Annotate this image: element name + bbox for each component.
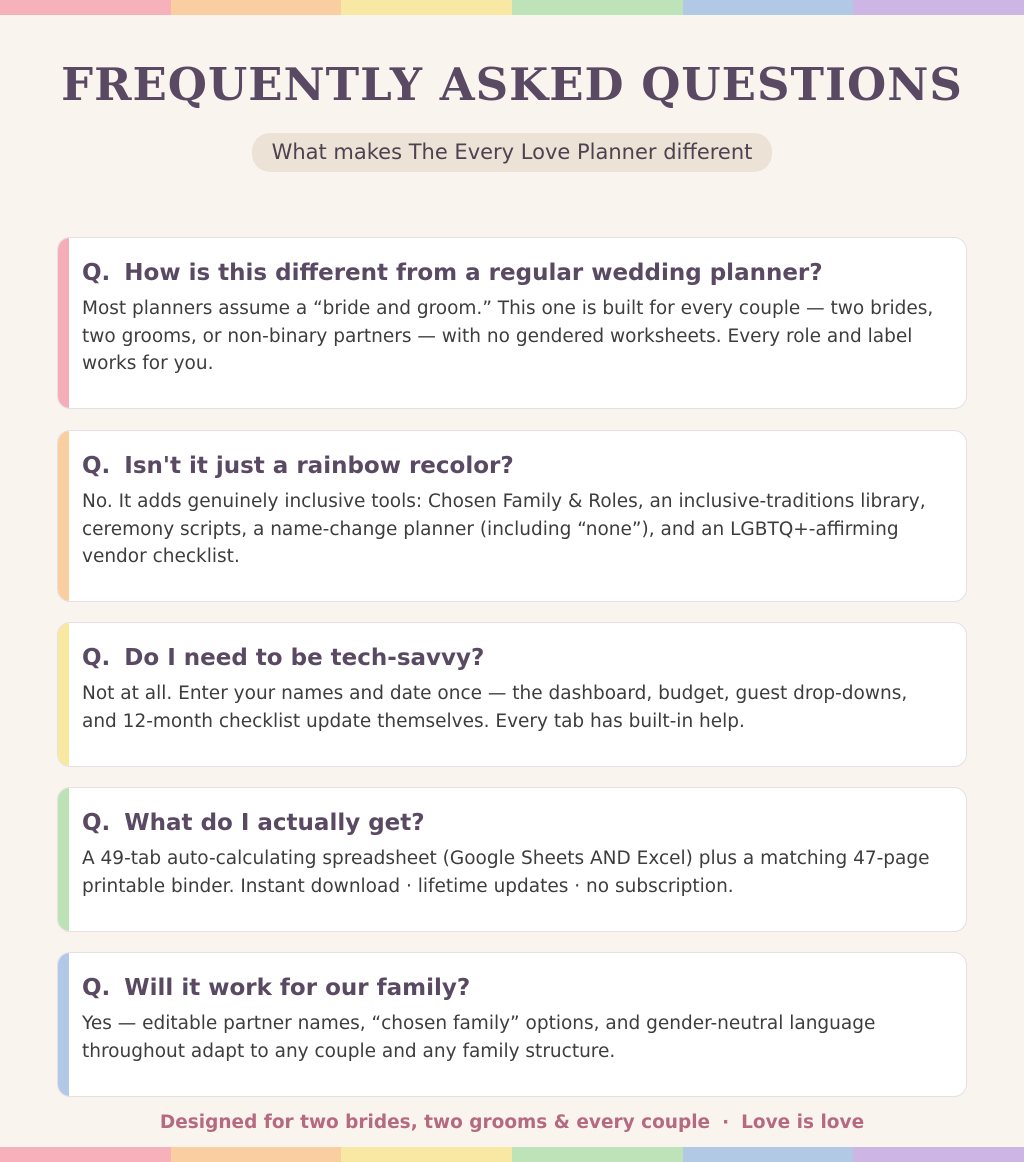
footer-tagline <box>0 1112 1024 1133</box>
question-text: Will it work for our family? <box>124 975 471 1001</box>
faq-accent-bar <box>58 788 69 931</box>
faq-question <box>82 451 936 481</box>
faq-card <box>57 237 967 409</box>
stripe-green <box>512 1147 683 1162</box>
question-prefix: Q. <box>82 260 111 286</box>
stripe-green <box>512 0 683 15</box>
question-text: Do I need to be tech-savvy? <box>124 645 485 671</box>
footer-separator: · <box>722 1112 730 1133</box>
stripe-peach <box>171 0 342 15</box>
faq-answer: Not at all. Enter your names and date once — the dashboard, budget, guest drop-downs, and 12-month checklist update themselves. Every tab has built-in help. <box>82 683 908 732</box>
stripe-purple <box>853 1147 1024 1162</box>
rainbow-stripe-top <box>0 0 1024 15</box>
question-text: Isn't it just a rainbow recolor? <box>124 453 514 479</box>
question-prefix: Q. <box>82 645 111 671</box>
faq-card <box>57 430 967 602</box>
stripe-yellow <box>341 0 512 15</box>
footer-left-text: Designed for two brides, two grooms & every couple <box>159 1112 711 1133</box>
question-prefix: Q. <box>82 975 111 1001</box>
stripe-pink <box>0 0 171 15</box>
stripe-peach <box>171 1147 342 1162</box>
stripe-yellow <box>341 1147 512 1162</box>
stripe-blue <box>683 1147 854 1162</box>
faq-card <box>57 952 967 1097</box>
faq-accent-bar <box>58 431 69 601</box>
rainbow-stripe-bottom <box>0 1147 1024 1162</box>
faq-card <box>57 622 967 767</box>
faq-accent-bar <box>58 238 69 408</box>
faq-answer: Most planners assume a “bride and groom.” This one is built for every couple — two brides, two grooms, or non-binary partners — with no gendered worksheets. Every role and label works for you. <box>82 298 934 374</box>
faq-accent-bar <box>58 623 69 766</box>
faq-accent-bar <box>58 953 69 1096</box>
faq-answer: A 49-tab auto-calculating spreadsheet (Google Sheets AND Excel) plus a matching 47-page printable binder. Instant download · lifetime updates · no subscription. <box>82 848 930 897</box>
faq-question <box>82 643 936 673</box>
page-title: FREQUENTLY ASKED QUESTIONS <box>61 58 963 111</box>
faq-answer: Yes — editable partner names, “chosen family” options, and gender-neutral language throughout adapt to any couple and any family structure. <box>82 1013 876 1062</box>
stripe-blue <box>683 0 854 15</box>
subtitle-pill: What makes The Every Love Planner different <box>252 133 773 172</box>
stripe-pink <box>0 1147 171 1162</box>
faq-question <box>82 258 936 288</box>
faq-card <box>57 787 967 932</box>
footer-right-text: Love is love <box>741 1112 865 1133</box>
question-prefix: Q. <box>82 453 111 479</box>
stripe-purple <box>853 0 1024 15</box>
faq-answer: No. It adds genuinely inclusive tools: Chosen Family & Roles, an inclusive-traditions library, ceremony scripts, a name-change planner (including “none”), and an LGBTQ+-affirming vendor checklist. <box>82 491 926 567</box>
question-prefix: Q. <box>82 810 111 836</box>
faq-question <box>82 808 936 838</box>
question-text: What do I actually get? <box>124 810 425 836</box>
faq-question <box>82 973 936 1003</box>
question-text: How is this different from a regular wedding planner? <box>124 260 823 286</box>
